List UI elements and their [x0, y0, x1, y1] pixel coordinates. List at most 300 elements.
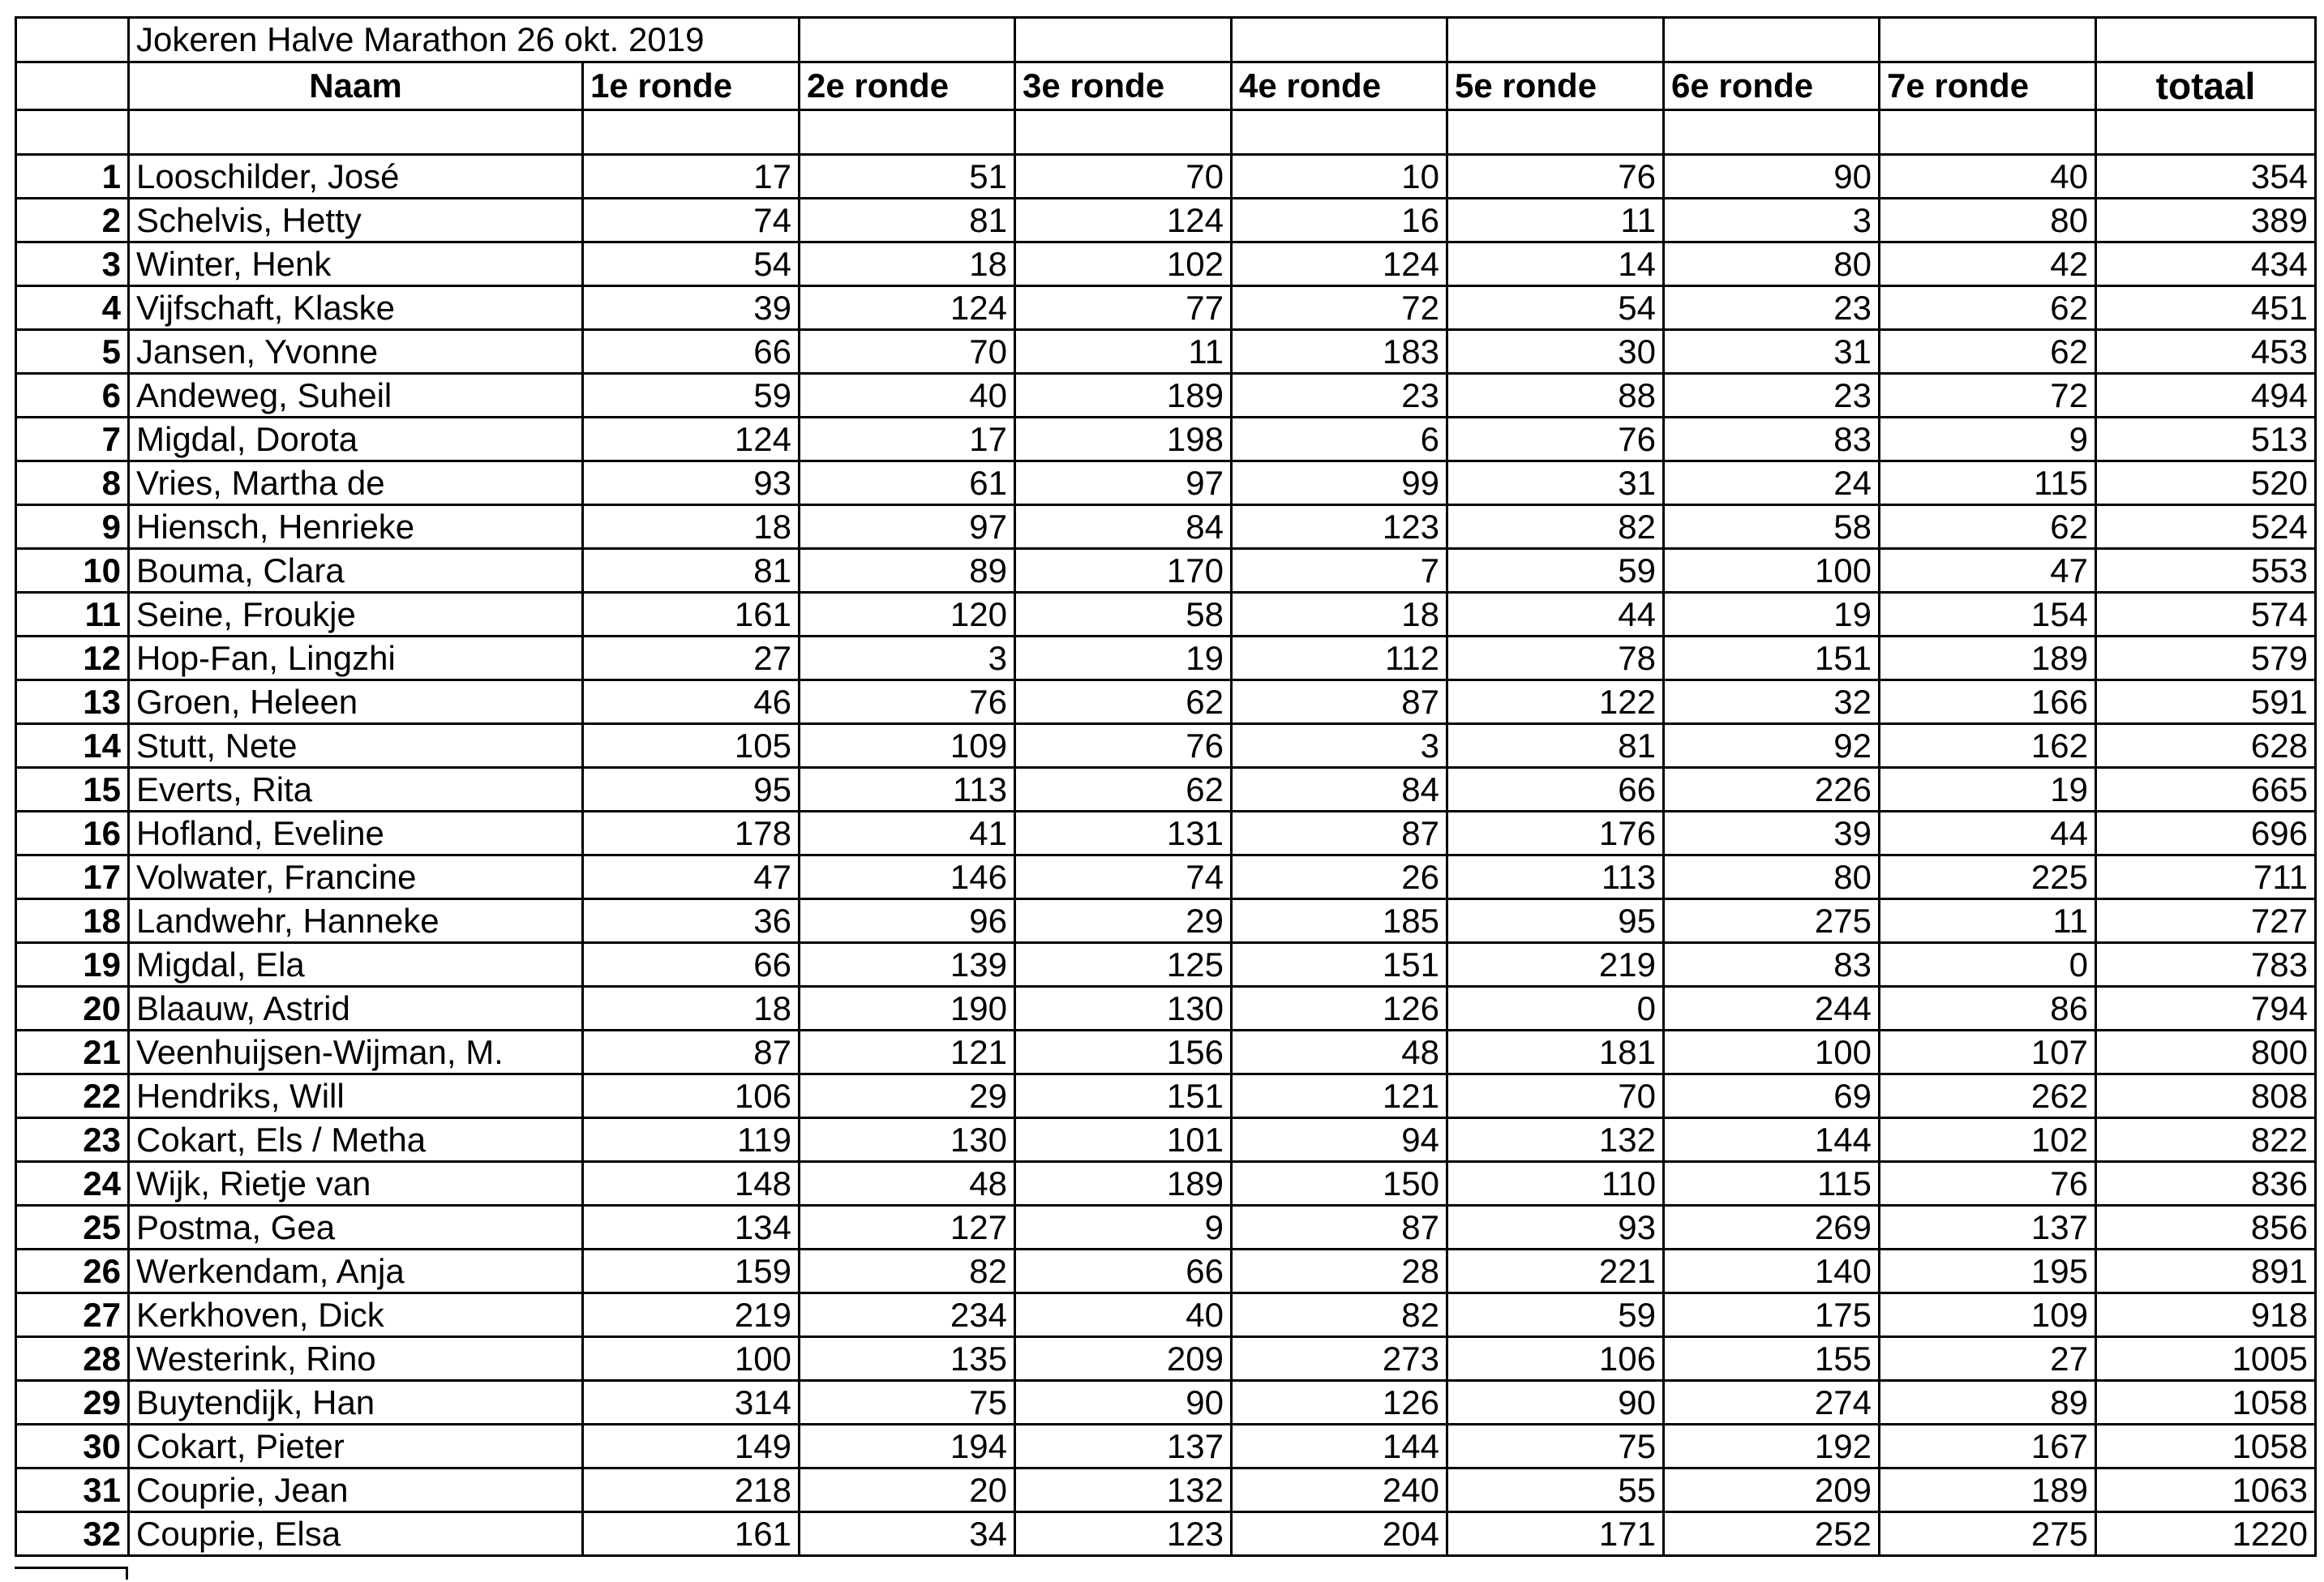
blank-cell — [1880, 110, 2096, 155]
round-7-score-cell: 80 — [1880, 199, 2096, 242]
round-3-score-cell: 62 — [1015, 768, 1232, 812]
total-cell: 822 — [2096, 1118, 2316, 1162]
round-2-score-cell: 89 — [800, 549, 1015, 593]
round-3-score-cell: 76 — [1015, 724, 1232, 768]
round-4-score-cell: 7 — [1232, 549, 1447, 593]
blank-cell — [583, 110, 800, 155]
name-cell: Volwater, Francine — [129, 855, 583, 899]
round-3-score-cell: 209 — [1015, 1337, 1232, 1381]
round-7-score-cell: 62 — [1880, 330, 2096, 374]
round-6-score-cell: 192 — [1664, 1425, 1880, 1468]
round-1-score-cell: 119 — [583, 1118, 800, 1162]
name-cell: Seine, Froukje — [129, 593, 583, 637]
table-row — [16, 855, 2316, 899]
round-2-score-cell: 29 — [800, 1074, 1015, 1118]
round-1-score-cell: 18 — [583, 505, 800, 549]
round-2-score-cell: 109 — [800, 724, 1015, 768]
total-cell: 520 — [2096, 461, 2316, 505]
round-3-score-cell: 97 — [1015, 461, 1232, 505]
round-4-score-cell: 126 — [1232, 987, 1447, 1031]
header-round-3: 3e ronde — [1015, 62, 1232, 110]
round-3-score-cell: 151 — [1015, 1074, 1232, 1118]
round-2-score-cell: 96 — [800, 899, 1015, 943]
table-row — [16, 768, 2316, 812]
round-4-score-cell: 150 — [1232, 1162, 1447, 1206]
round-5-score-cell: 75 — [1447, 1425, 1664, 1468]
round-7-score-cell: 19 — [1880, 768, 2096, 812]
round-5-score-cell: 76 — [1447, 155, 1664, 199]
round-3-score-cell: 74 — [1015, 855, 1232, 899]
rank-cell: 17 — [16, 855, 129, 899]
round-6-score-cell: 80 — [1664, 855, 1880, 899]
total-cell: 783 — [2096, 943, 2316, 987]
round-2-score-cell: 234 — [800, 1293, 1015, 1337]
round-7-score-cell: 86 — [1880, 987, 2096, 1031]
round-3-score-cell: 77 — [1015, 286, 1232, 330]
round-6-score-cell: 226 — [1664, 768, 1880, 812]
table-row — [16, 1074, 2316, 1118]
results-table — [15, 16, 2317, 1557]
round-2-score-cell: 51 — [800, 155, 1015, 199]
round-5-score-cell: 93 — [1447, 1206, 1664, 1250]
round-3-score-cell: 66 — [1015, 1250, 1232, 1293]
round-2-score-cell: 121 — [800, 1031, 1015, 1074]
rank-cell: 23 — [16, 1118, 129, 1162]
round-1-score-cell: 105 — [583, 724, 800, 768]
round-3-score-cell: 58 — [1015, 593, 1232, 637]
round-4-score-cell: 151 — [1232, 943, 1447, 987]
round-2-score-cell: 190 — [800, 987, 1015, 1031]
round-6-score-cell: 100 — [1664, 549, 1880, 593]
round-7-score-cell: 189 — [1880, 1468, 2096, 1512]
header-name: Naam — [129, 62, 583, 110]
rank-cell: 5 — [16, 330, 129, 374]
round-5-score-cell: 106 — [1447, 1337, 1664, 1381]
round-6-score-cell: 155 — [1664, 1337, 1880, 1381]
rank-cell: 10 — [16, 549, 129, 593]
round-5-score-cell: 31 — [1447, 461, 1664, 505]
table-row — [16, 812, 2316, 855]
rank-cell: 9 — [16, 505, 129, 549]
round-4-score-cell: 16 — [1232, 199, 1447, 242]
total-cell: 1058 — [2096, 1425, 2316, 1468]
round-5-score-cell: 78 — [1447, 637, 1664, 680]
round-2-score-cell: 48 — [800, 1162, 1015, 1206]
round-6-score-cell: 69 — [1664, 1074, 1880, 1118]
round-6-score-cell: 39 — [1664, 812, 1880, 855]
title-row-empty-cell — [1232, 18, 1447, 62]
blank-row — [16, 110, 2316, 155]
rank-cell: 1 — [16, 155, 129, 199]
round-7-score-cell: 72 — [1880, 374, 2096, 418]
rank-cell: 30 — [16, 1425, 129, 1468]
round-5-score-cell: 66 — [1447, 768, 1664, 812]
round-7-score-cell: 107 — [1880, 1031, 2096, 1074]
rank-cell: 2 — [16, 199, 129, 242]
total-cell: 711 — [2096, 855, 2316, 899]
table-row — [16, 1031, 2316, 1074]
header-rank — [16, 62, 129, 110]
round-3-score-cell: 189 — [1015, 374, 1232, 418]
round-2-score-cell: 130 — [800, 1118, 1015, 1162]
round-3-score-cell: 40 — [1015, 1293, 1232, 1337]
round-1-score-cell: 47 — [583, 855, 800, 899]
title-row-empty-cell — [1015, 18, 1232, 62]
round-7-score-cell: 42 — [1880, 242, 2096, 286]
round-1-score-cell: 66 — [583, 330, 800, 374]
round-2-score-cell: 81 — [800, 199, 1015, 242]
round-2-score-cell: 135 — [800, 1337, 1015, 1381]
rank-cell: 20 — [16, 987, 129, 1031]
table-row — [16, 199, 2316, 242]
table-row — [16, 593, 2316, 637]
round-2-score-cell: 18 — [800, 242, 1015, 286]
round-4-score-cell: 123 — [1232, 505, 1447, 549]
name-cell: Schelvis, Hetty — [129, 199, 583, 242]
round-4-score-cell: 121 — [1232, 1074, 1447, 1118]
table-row — [16, 549, 2316, 593]
round-1-score-cell: 314 — [583, 1381, 800, 1425]
round-5-score-cell: 82 — [1447, 505, 1664, 549]
round-7-score-cell: 44 — [1880, 812, 2096, 855]
rank-cell: 15 — [16, 768, 129, 812]
total-cell: 434 — [2096, 242, 2316, 286]
round-7-score-cell: 262 — [1880, 1074, 2096, 1118]
table-row — [16, 724, 2316, 768]
round-4-score-cell: 72 — [1232, 286, 1447, 330]
total-cell: 628 — [2096, 724, 2316, 768]
round-2-score-cell: 82 — [800, 1250, 1015, 1293]
rank-cell: 29 — [16, 1381, 129, 1425]
sheet-edge-line — [126, 1567, 128, 1580]
round-1-score-cell: 134 — [583, 1206, 800, 1250]
header-round-6: 6e ronde — [1664, 62, 1880, 110]
round-1-score-cell: 18 — [583, 987, 800, 1031]
rank-cell: 14 — [16, 724, 129, 768]
round-3-score-cell: 84 — [1015, 505, 1232, 549]
name-cell: Postma, Gea — [129, 1206, 583, 1250]
round-6-score-cell: 19 — [1664, 593, 1880, 637]
round-7-score-cell: 9 — [1880, 418, 2096, 461]
name-cell: Hiensch, Henrieke — [129, 505, 583, 549]
total-cell: 836 — [2096, 1162, 2316, 1206]
round-6-score-cell: 58 — [1664, 505, 1880, 549]
rank-cell: 6 — [16, 374, 129, 418]
round-6-score-cell: 90 — [1664, 155, 1880, 199]
table-row — [16, 1512, 2316, 1556]
round-3-score-cell: 132 — [1015, 1468, 1232, 1512]
total-cell: 524 — [2096, 505, 2316, 549]
round-4-score-cell: 10 — [1232, 155, 1447, 199]
round-2-score-cell: 41 — [800, 812, 1015, 855]
round-7-score-cell: 115 — [1880, 461, 2096, 505]
round-6-score-cell: 209 — [1664, 1468, 1880, 1512]
round-6-score-cell: 24 — [1664, 461, 1880, 505]
round-4-score-cell: 87 — [1232, 1206, 1447, 1250]
total-cell: 918 — [2096, 1293, 2316, 1337]
round-3-score-cell: 29 — [1015, 899, 1232, 943]
table-row — [16, 637, 2316, 680]
round-4-score-cell: 87 — [1232, 812, 1447, 855]
table-row — [16, 1381, 2316, 1425]
round-1-score-cell: 106 — [583, 1074, 800, 1118]
round-1-score-cell: 178 — [583, 812, 800, 855]
round-3-score-cell: 123 — [1015, 1512, 1232, 1556]
rank-cell: 18 — [16, 899, 129, 943]
header-round-4: 4e ronde — [1232, 62, 1447, 110]
round-5-score-cell: 59 — [1447, 549, 1664, 593]
table-row — [16, 987, 2316, 1031]
rank-cell: 4 — [16, 286, 129, 330]
table-row — [16, 1162, 2316, 1206]
round-6-score-cell: 23 — [1664, 286, 1880, 330]
title-row-empty-cell — [2096, 18, 2316, 62]
blank-cell — [800, 110, 1015, 155]
round-2-score-cell: 20 — [800, 1468, 1015, 1512]
total-cell: 1063 — [2096, 1468, 2316, 1512]
round-4-score-cell: 6 — [1232, 418, 1447, 461]
round-6-score-cell: 83 — [1664, 418, 1880, 461]
name-cell: Couprie, Elsa — [129, 1512, 583, 1556]
total-cell: 891 — [2096, 1250, 2316, 1293]
round-7-score-cell: 167 — [1880, 1425, 2096, 1468]
round-2-score-cell: 3 — [800, 637, 1015, 680]
title-row-rank-cell — [16, 18, 129, 62]
round-1-score-cell: 218 — [583, 1468, 800, 1512]
round-7-score-cell: 109 — [1880, 1293, 2096, 1337]
rank-cell: 13 — [16, 680, 129, 724]
round-4-score-cell: 183 — [1232, 330, 1447, 374]
round-5-score-cell: 90 — [1447, 1381, 1664, 1425]
round-6-score-cell: 100 — [1664, 1031, 1880, 1074]
round-1-score-cell: 93 — [583, 461, 800, 505]
rank-cell: 3 — [16, 242, 129, 286]
round-6-score-cell: 274 — [1664, 1381, 1880, 1425]
rank-cell: 7 — [16, 418, 129, 461]
total-cell: 696 — [2096, 812, 2316, 855]
total-cell: 794 — [2096, 987, 2316, 1031]
round-1-score-cell: 219 — [583, 1293, 800, 1337]
table-row — [16, 1206, 2316, 1250]
sheet-edge-line — [15, 1567, 128, 1582]
header-total: totaal — [2096, 62, 2316, 110]
round-4-score-cell: 82 — [1232, 1293, 1447, 1337]
round-1-score-cell: 161 — [583, 1512, 800, 1556]
table-row — [16, 1250, 2316, 1293]
round-1-score-cell: 95 — [583, 768, 800, 812]
round-7-score-cell: 195 — [1880, 1250, 2096, 1293]
round-6-score-cell: 3 — [1664, 199, 1880, 242]
round-7-score-cell: 189 — [1880, 637, 2096, 680]
round-4-score-cell: 18 — [1232, 593, 1447, 637]
table-row — [16, 461, 2316, 505]
round-4-score-cell: 204 — [1232, 1512, 1447, 1556]
round-7-score-cell: 47 — [1880, 549, 2096, 593]
title-row-empty-cell — [1664, 18, 1880, 62]
round-3-score-cell: 19 — [1015, 637, 1232, 680]
round-5-score-cell: 181 — [1447, 1031, 1664, 1074]
round-4-score-cell: 87 — [1232, 680, 1447, 724]
name-cell: Migdal, Dorota — [129, 418, 583, 461]
name-cell: Jansen, Yvonne — [129, 330, 583, 374]
round-1-score-cell: 46 — [583, 680, 800, 724]
name-cell: Bouma, Clara — [129, 549, 583, 593]
total-cell: 513 — [2096, 418, 2316, 461]
total-cell: 1220 — [2096, 1512, 2316, 1556]
round-2-score-cell: 120 — [800, 593, 1015, 637]
round-3-score-cell: 130 — [1015, 987, 1232, 1031]
round-5-score-cell: 176 — [1447, 812, 1664, 855]
round-4-score-cell: 124 — [1232, 242, 1447, 286]
round-2-score-cell: 194 — [800, 1425, 1015, 1468]
round-2-score-cell: 97 — [800, 505, 1015, 549]
round-5-score-cell: 132 — [1447, 1118, 1664, 1162]
rank-cell: 26 — [16, 1250, 129, 1293]
name-cell: Hendriks, Will — [129, 1074, 583, 1118]
round-6-score-cell: 31 — [1664, 330, 1880, 374]
table-row — [16, 155, 2316, 199]
round-3-score-cell: 131 — [1015, 812, 1232, 855]
round-2-score-cell: 40 — [800, 374, 1015, 418]
header-round-5: 5e ronde — [1447, 62, 1664, 110]
total-cell: 354 — [2096, 155, 2316, 199]
total-cell: 579 — [2096, 637, 2316, 680]
round-6-score-cell: 269 — [1664, 1206, 1880, 1250]
round-7-score-cell: 76 — [1880, 1162, 2096, 1206]
table-row — [16, 374, 2316, 418]
round-4-score-cell: 185 — [1232, 899, 1447, 943]
round-2-score-cell: 146 — [800, 855, 1015, 899]
round-2-score-cell: 75 — [800, 1381, 1015, 1425]
round-4-score-cell: 26 — [1232, 855, 1447, 899]
name-cell: Looschilder, José — [129, 155, 583, 199]
total-cell: 727 — [2096, 899, 2316, 943]
name-cell: Wijk, Rietje van — [129, 1162, 583, 1206]
rank-cell: 28 — [16, 1337, 129, 1381]
round-2-score-cell: 124 — [800, 286, 1015, 330]
round-4-score-cell: 99 — [1232, 461, 1447, 505]
table-row — [16, 418, 2316, 461]
blank-cell — [1015, 110, 1232, 155]
round-5-score-cell: 219 — [1447, 943, 1664, 987]
round-5-score-cell: 70 — [1447, 1074, 1664, 1118]
round-3-score-cell: 198 — [1015, 418, 1232, 461]
total-cell: 800 — [2096, 1031, 2316, 1074]
round-1-score-cell: 17 — [583, 155, 800, 199]
round-5-score-cell: 14 — [1447, 242, 1664, 286]
round-4-score-cell: 112 — [1232, 637, 1447, 680]
table-row — [16, 1425, 2316, 1468]
rank-cell: 12 — [16, 637, 129, 680]
name-cell: Vries, Martha de — [129, 461, 583, 505]
round-2-score-cell: 61 — [800, 461, 1015, 505]
total-cell: 553 — [2096, 549, 2316, 593]
round-5-score-cell: 11 — [1447, 199, 1664, 242]
header-row — [16, 62, 2316, 110]
round-1-score-cell: 74 — [583, 199, 800, 242]
round-5-score-cell: 113 — [1447, 855, 1664, 899]
round-4-score-cell: 48 — [1232, 1031, 1447, 1074]
total-cell: 808 — [2096, 1074, 2316, 1118]
round-6-score-cell: 23 — [1664, 374, 1880, 418]
table-row — [16, 943, 2316, 987]
round-3-score-cell: 189 — [1015, 1162, 1232, 1206]
round-5-score-cell: 30 — [1447, 330, 1664, 374]
round-3-score-cell: 102 — [1015, 242, 1232, 286]
round-7-score-cell: 62 — [1880, 505, 2096, 549]
round-3-score-cell: 70 — [1015, 155, 1232, 199]
table-row — [16, 1293, 2316, 1337]
round-7-score-cell: 225 — [1880, 855, 2096, 899]
round-5-score-cell: 44 — [1447, 593, 1664, 637]
blank-cell — [1232, 110, 1447, 155]
blank-cell — [2096, 110, 2316, 155]
total-cell: 453 — [2096, 330, 2316, 374]
round-1-score-cell: 54 — [583, 242, 800, 286]
table-row — [16, 286, 2316, 330]
round-5-score-cell: 59 — [1447, 1293, 1664, 1337]
name-cell: Cokart, Pieter — [129, 1425, 583, 1468]
name-cell: Hop-Fan, Lingzhi — [129, 637, 583, 680]
round-5-score-cell: 110 — [1447, 1162, 1664, 1206]
round-1-score-cell: 124 — [583, 418, 800, 461]
round-3-score-cell: 101 — [1015, 1118, 1232, 1162]
round-6-score-cell: 32 — [1664, 680, 1880, 724]
round-7-score-cell: 89 — [1880, 1381, 2096, 1425]
table-row — [16, 899, 2316, 943]
table-row — [16, 330, 2316, 374]
total-cell: 665 — [2096, 768, 2316, 812]
rank-cell: 19 — [16, 943, 129, 987]
total-cell: 591 — [2096, 680, 2316, 724]
round-7-score-cell: 27 — [1880, 1337, 2096, 1381]
round-3-score-cell: 11 — [1015, 330, 1232, 374]
total-cell: 1005 — [2096, 1337, 2316, 1381]
round-7-score-cell: 154 — [1880, 593, 2096, 637]
round-5-score-cell: 76 — [1447, 418, 1664, 461]
round-7-score-cell: 166 — [1880, 680, 2096, 724]
round-4-score-cell: 84 — [1232, 768, 1447, 812]
round-7-score-cell: 137 — [1880, 1206, 2096, 1250]
round-7-score-cell: 0 — [1880, 943, 2096, 987]
round-6-score-cell: 144 — [1664, 1118, 1880, 1162]
round-4-score-cell: 240 — [1232, 1468, 1447, 1512]
round-5-score-cell: 0 — [1447, 987, 1664, 1031]
rank-cell: 31 — [16, 1468, 129, 1512]
round-3-score-cell: 9 — [1015, 1206, 1232, 1250]
blank-cell — [1447, 110, 1664, 155]
round-7-score-cell: 11 — [1880, 899, 2096, 943]
title-row-empty-cell — [800, 18, 1015, 62]
round-4-score-cell: 23 — [1232, 374, 1447, 418]
total-cell: 451 — [2096, 286, 2316, 330]
header-round-2: 2e ronde — [800, 62, 1015, 110]
round-6-score-cell: 244 — [1664, 987, 1880, 1031]
rank-cell: 16 — [16, 812, 129, 855]
round-4-score-cell: 273 — [1232, 1337, 1447, 1381]
name-cell: Everts, Rita — [129, 768, 583, 812]
round-7-score-cell: 40 — [1880, 155, 2096, 199]
name-cell: Andeweg, Suheil — [129, 374, 583, 418]
total-cell: 389 — [2096, 199, 2316, 242]
name-cell: Landwehr, Hanneke — [129, 899, 583, 943]
round-2-score-cell: 17 — [800, 418, 1015, 461]
total-cell: 574 — [2096, 593, 2316, 637]
round-2-score-cell: 127 — [800, 1206, 1015, 1250]
round-3-score-cell: 137 — [1015, 1425, 1232, 1468]
round-7-score-cell: 275 — [1880, 1512, 2096, 1556]
round-3-score-cell: 124 — [1015, 199, 1232, 242]
